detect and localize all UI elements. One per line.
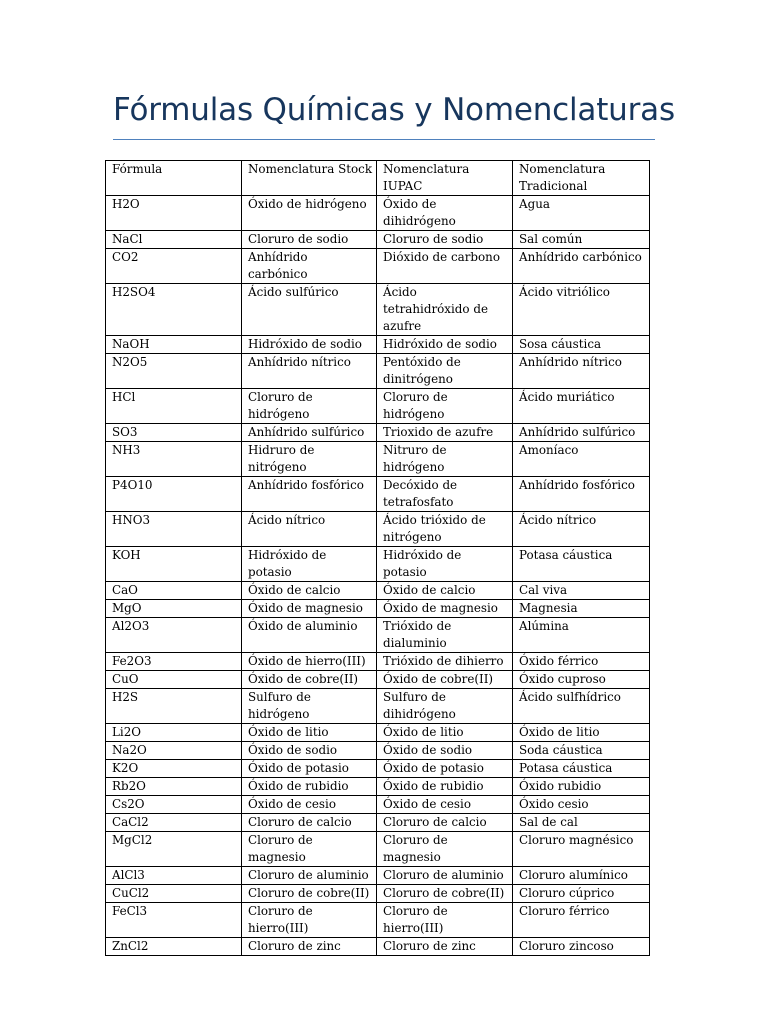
cell-stock: Óxido de hidrógeno [242, 196, 377, 231]
header-cell-iupac: Nomenclatura IUPAC [377, 161, 513, 196]
table-row [106, 424, 650, 442]
cell-formula: CuO [106, 671, 242, 689]
cell-tradicional: Alúmina [513, 618, 650, 653]
table-row [106, 600, 650, 618]
cell-iupac: Óxido de sodio [377, 742, 513, 760]
cell-stock: Ácido nítrico [242, 512, 377, 547]
cell-formula: Li2O [106, 724, 242, 742]
cell-tradicional: Cloruro alumínico [513, 867, 650, 885]
cell-tradicional: Cal viva [513, 582, 650, 600]
cell-formula: Rb2O [106, 778, 242, 796]
cell-iupac: Óxido de litio [377, 724, 513, 742]
cell-iupac: Óxido de potasio [377, 760, 513, 778]
cell-iupac: Óxido de dihidrógeno [377, 196, 513, 231]
table-row [106, 196, 650, 231]
cell-tradicional: Cloruro cúprico [513, 885, 650, 903]
cell-formula: NH3 [106, 442, 242, 477]
table-body [106, 161, 650, 956]
cell-tradicional: Ácido nítrico [513, 512, 650, 547]
cell-stock: Cloruro de cobre(II) [242, 885, 377, 903]
cell-tradicional: Óxido cesio [513, 796, 650, 814]
table-header-row [106, 161, 650, 196]
page-title: Fórmulas Químicas y Nomenclaturas [113, 92, 675, 128]
cell-formula: MgO [106, 600, 242, 618]
table-row [106, 689, 650, 724]
cell-stock: Óxido de aluminio [242, 618, 377, 653]
table-row [106, 389, 650, 424]
table-row [106, 512, 650, 547]
table-row [106, 796, 650, 814]
cell-stock: Anhídrido carbónico [242, 249, 377, 284]
table-row [106, 442, 650, 477]
cell-stock: Ácido sulfúrico [242, 284, 377, 336]
cell-stock: Hidróxido de sodio [242, 336, 377, 354]
cell-stock: Cloruro de sodio [242, 231, 377, 249]
cell-iupac: Ácido tetrahidróxido de azufre [377, 284, 513, 336]
cell-iupac: Ácido trióxido de nitrógeno [377, 512, 513, 547]
cell-stock: Hidróxido de potasio [242, 547, 377, 582]
cell-formula: CO2 [106, 249, 242, 284]
cell-tradicional: Anhídrido nítrico [513, 354, 650, 389]
cell-stock: Óxido de magnesio [242, 600, 377, 618]
table-row [106, 724, 650, 742]
cell-formula: K2O [106, 760, 242, 778]
cell-formula: H2SO4 [106, 284, 242, 336]
cell-iupac: Cloruro de sodio [377, 231, 513, 249]
cell-tradicional: Cloruro zincoso [513, 938, 650, 956]
cell-tradicional: Potasa cáustica [513, 760, 650, 778]
table-row [106, 249, 650, 284]
cell-iupac: Óxido de cesio [377, 796, 513, 814]
cell-iupac: Cloruro de magnesio [377, 832, 513, 867]
cell-formula: Na2O [106, 742, 242, 760]
table-row [106, 336, 650, 354]
cell-tradicional: Óxido cuproso [513, 671, 650, 689]
cell-stock: Óxido de hierro(III) [242, 653, 377, 671]
cell-formula: FeCl3 [106, 903, 242, 938]
cell-tradicional: Óxido de litio [513, 724, 650, 742]
cell-tradicional: Anhídrido fosfórico [513, 477, 650, 512]
cell-iupac: Decóxido de tetrafosfato [377, 477, 513, 512]
cell-iupac: Trióxido de dihierro [377, 653, 513, 671]
cell-iupac: Hidróxido de potasio [377, 547, 513, 582]
cell-formula: Cs2O [106, 796, 242, 814]
cell-stock: Cloruro de aluminio [242, 867, 377, 885]
cell-stock: Cloruro de hierro(III) [242, 903, 377, 938]
cell-stock: Óxido de sodio [242, 742, 377, 760]
cell-tradicional: Anhídrido carbónico [513, 249, 650, 284]
cell-iupac: Hidróxido de sodio [377, 336, 513, 354]
cell-tradicional: Anhídrido sulfúrico [513, 424, 650, 442]
cell-iupac: Cloruro de cobre(II) [377, 885, 513, 903]
table-row [106, 778, 650, 796]
cell-iupac: Cloruro de aluminio [377, 867, 513, 885]
cell-formula: NaCl [106, 231, 242, 249]
cell-tradicional: Óxido férrico [513, 653, 650, 671]
cell-formula: NaOH [106, 336, 242, 354]
table-row [106, 903, 650, 938]
cell-tradicional: Cloruro férrico [513, 903, 650, 938]
cell-formula: KOH [106, 547, 242, 582]
title-divider [113, 139, 655, 140]
cell-iupac: Cloruro de hidrógeno [377, 389, 513, 424]
cell-tradicional: Sal común [513, 231, 650, 249]
cell-iupac: Cloruro de calcio [377, 814, 513, 832]
cell-tradicional: Ácido muriático [513, 389, 650, 424]
cell-iupac: Trioxido de azufre [377, 424, 513, 442]
cell-formula: AlCl3 [106, 867, 242, 885]
cell-formula: Fe2O3 [106, 653, 242, 671]
cell-tradicional: Soda cáustica [513, 742, 650, 760]
cell-tradicional: Óxido rubidio [513, 778, 650, 796]
cell-formula: N2O5 [106, 354, 242, 389]
header-cell-stock: Nomenclatura Stock [242, 161, 377, 196]
cell-tradicional: Sosa cáustica [513, 336, 650, 354]
cell-stock: Anhídrido fosfórico [242, 477, 377, 512]
table-row [106, 938, 650, 956]
cell-tradicional: Cloruro magnésico [513, 832, 650, 867]
cell-formula: HNO3 [106, 512, 242, 547]
cell-iupac: Cloruro de hierro(III) [377, 903, 513, 938]
cell-stock: Hidruro de nitrógeno [242, 442, 377, 477]
cell-tradicional: Sal de cal [513, 814, 650, 832]
cell-formula: CuCl2 [106, 885, 242, 903]
nomenclature-table [105, 160, 650, 956]
cell-stock: Óxido de calcio [242, 582, 377, 600]
cell-iupac: Cloruro de zinc [377, 938, 513, 956]
cell-iupac: Óxido de rubidio [377, 778, 513, 796]
cell-stock: Anhídrido nítrico [242, 354, 377, 389]
cell-stock: Óxido de cobre(II) [242, 671, 377, 689]
cell-tradicional: Potasa cáustica [513, 547, 650, 582]
cell-iupac: Óxido de magnesio [377, 600, 513, 618]
table-row [106, 742, 650, 760]
cell-formula: ZnCl2 [106, 938, 242, 956]
cell-stock: Cloruro de calcio [242, 814, 377, 832]
table-row [106, 354, 650, 389]
cell-iupac: Sulfuro de dihidrógeno [377, 689, 513, 724]
cell-iupac: Óxido de cobre(II) [377, 671, 513, 689]
table-row [106, 284, 650, 336]
cell-formula: MgCl2 [106, 832, 242, 867]
table-row [106, 885, 650, 903]
cell-formula: H2O [106, 196, 242, 231]
table-row [106, 867, 650, 885]
cell-iupac: Nitruro de hidrógeno [377, 442, 513, 477]
table-row [106, 231, 650, 249]
cell-iupac: Óxido de calcio [377, 582, 513, 600]
cell-formula: HCl [106, 389, 242, 424]
cell-formula: P4O10 [106, 477, 242, 512]
table-row [106, 653, 650, 671]
cell-stock: Cloruro de hidrógeno [242, 389, 377, 424]
table-row [106, 582, 650, 600]
cell-formula: SO3 [106, 424, 242, 442]
cell-tradicional: Agua [513, 196, 650, 231]
cell-formula: CaO [106, 582, 242, 600]
cell-stock: Cloruro de magnesio [242, 832, 377, 867]
cell-stock: Óxido de litio [242, 724, 377, 742]
table-row [106, 618, 650, 653]
cell-tradicional: Amoníaco [513, 442, 650, 477]
cell-tradicional: Magnesia [513, 600, 650, 618]
cell-formula: CaCl2 [106, 814, 242, 832]
table-row [106, 814, 650, 832]
table-row [106, 832, 650, 867]
cell-stock: Óxido de rubidio [242, 778, 377, 796]
header-cell-tradicional: Nomenclatura Tradicional [513, 161, 650, 196]
table-row [106, 760, 650, 778]
cell-stock: Óxido de cesio [242, 796, 377, 814]
cell-formula: Al2O3 [106, 618, 242, 653]
cell-iupac: Dióxido de carbono [377, 249, 513, 284]
table-row [106, 671, 650, 689]
cell-tradicional: Ácido vitriólico [513, 284, 650, 336]
cell-tradicional: Ácido sulfhídrico [513, 689, 650, 724]
table-row [106, 477, 650, 512]
header-cell-formula: Fórmula [106, 161, 242, 196]
cell-stock: Anhídrido sulfúrico [242, 424, 377, 442]
cell-iupac: Pentóxido de dinitrógeno [377, 354, 513, 389]
cell-formula: H2S [106, 689, 242, 724]
cell-stock: Cloruro de zinc [242, 938, 377, 956]
cell-iupac: Trióxido de dialuminio [377, 618, 513, 653]
cell-stock: Óxido de potasio [242, 760, 377, 778]
table-row [106, 547, 650, 582]
cell-stock: Sulfuro de hidrógeno [242, 689, 377, 724]
